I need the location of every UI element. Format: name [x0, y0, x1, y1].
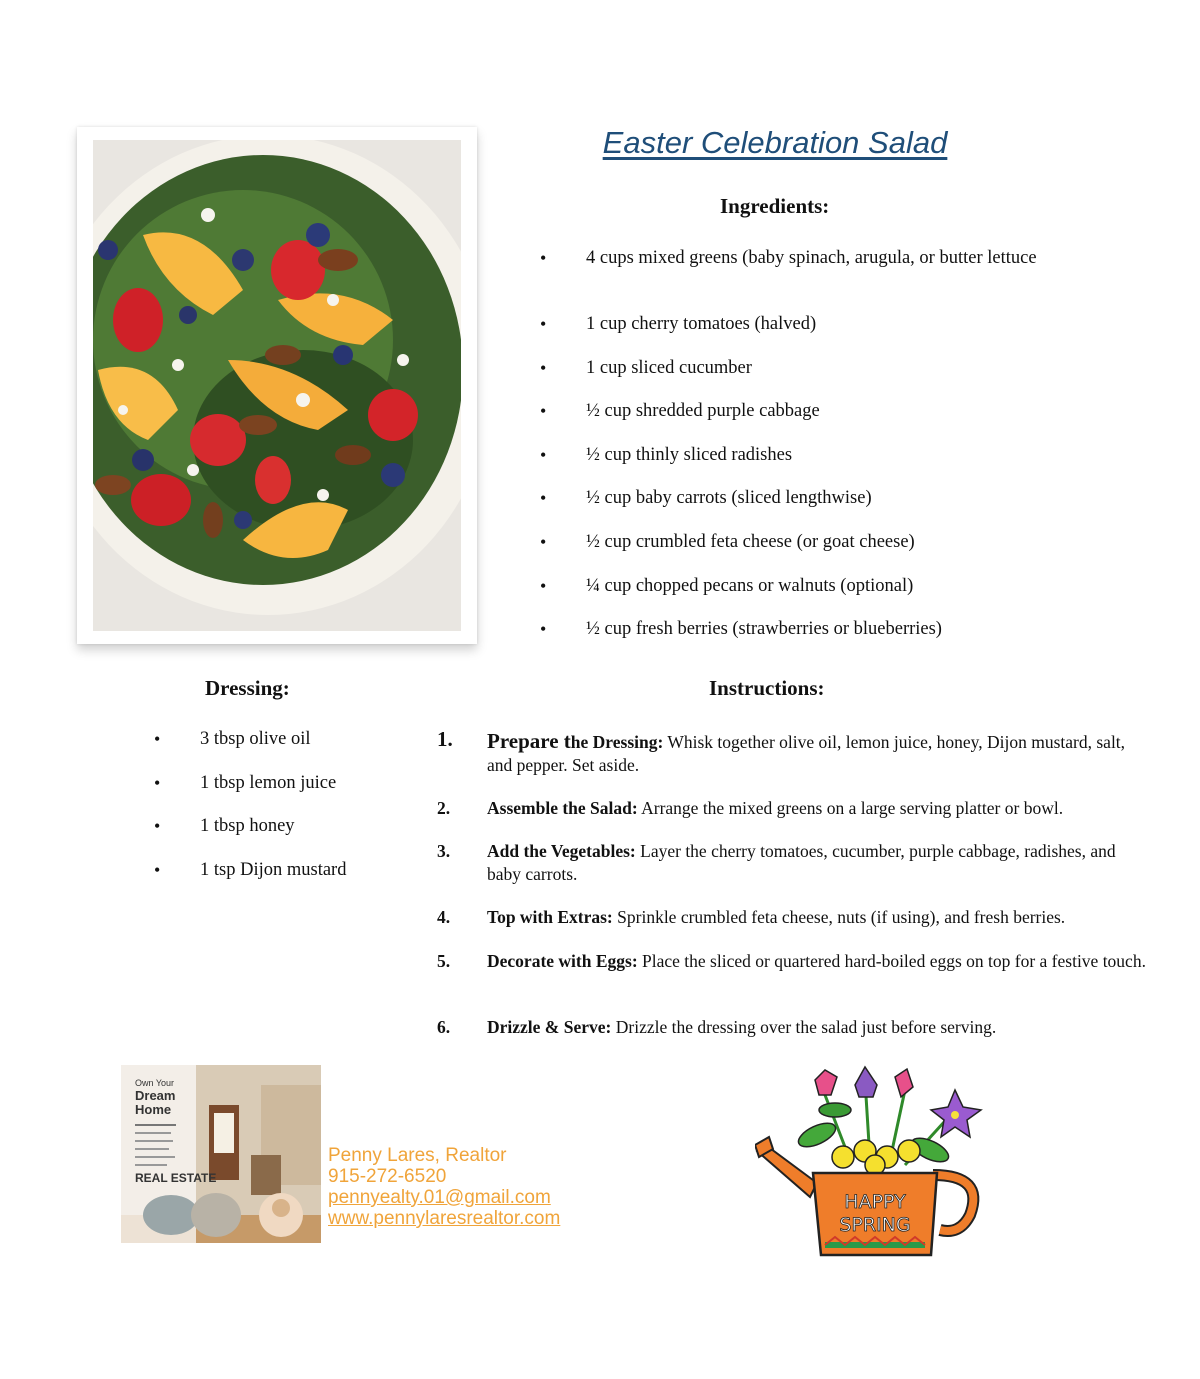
- realtor-website-link[interactable]: www.pennylaresrealtor.com: [328, 1208, 561, 1229]
- realtor-phone: 915-272-6520: [328, 1166, 447, 1187]
- dressing-heading: Dressing:: [205, 676, 290, 700]
- recipe-title: Easter Celebration Salad: [602, 125, 948, 160]
- dressing-item: • 1 tbsp honey: [154, 816, 295, 836]
- realtor-name: Penny Lares, Realtor: [328, 1145, 507, 1166]
- instruction-step: 3. Add the Vegetables: Layer the cherry tomatoes, cucumber, purple cabbage, radishes, and baby carrots.: [437, 841, 1116, 884]
- realtor-contact: [328, 1145, 560, 1229]
- instruction-step: 5. Decorate with Eggs: Place the sliced or quartered hard-boiled eggs on top for a festive touch.: [437, 951, 1146, 971]
- flyer-line1: Own Your: [135, 1078, 175, 1088]
- spring-text: SPRING: [839, 1214, 911, 1236]
- ingredient-item: • ½ cup crumbled feta cheese (or goat cheese): [540, 532, 915, 552]
- instruction-step: 6. Drizzle & Serve: Drizzle the dressing over the salad just before serving.: [437, 1017, 997, 1037]
- instruction-step: 1. Prepare the Dressing: Whisk together olive oil, lemon juice, honey, Dijon mustard, salt, and pepper. Set aside.: [437, 727, 1126, 775]
- realtor-card-image: [121, 1065, 321, 1243]
- dressing-item: • 1 tbsp lemon juice: [154, 773, 337, 793]
- flyer-brand: REAL ESTATE: [135, 1171, 217, 1185]
- happy-text: HAPPY: [844, 1191, 906, 1213]
- real-estate-flyer: [121, 1065, 321, 1243]
- happy-spring-illustration: [755, 1065, 990, 1270]
- ingredient-item: • ½ cup shredded purple cabbage: [540, 401, 820, 421]
- ingredient-item: • ½ cup fresh berries (strawberries or blueberries): [540, 619, 942, 639]
- ingredient-item: • ½ cup thinly sliced radishes: [540, 445, 793, 465]
- watering-can-icon: [755, 1065, 990, 1265]
- ingredient-item: • 4 cups mixed greens (baby spinach, arugula, or butter lettuce: [540, 248, 1037, 268]
- ingredient-item: • ½ cup baby carrots (sliced lengthwise): [540, 488, 872, 508]
- instruction-step: 4. Top with Extras: Sprinkle crumbled feta cheese, nuts (if using), and fresh berries.: [437, 907, 1066, 927]
- flyer-line2: Dream: [135, 1088, 176, 1103]
- ingredient-item: • 1 cup sliced cucumber: [540, 358, 752, 378]
- salad-photo-frame: [77, 127, 477, 644]
- instruction-step: 2. Assemble the Salad: Arrange the mixed greens on a large serving platter or bowl.: [437, 798, 1064, 818]
- ingredient-item: • 1 cup cherry tomatoes (halved): [540, 314, 817, 334]
- flyer-line3: Home: [135, 1102, 172, 1117]
- salad-photo: [93, 140, 461, 631]
- realtor-email-link[interactable]: pennyealty.01@gmail.com: [328, 1187, 551, 1208]
- ingredient-item: • ¼ cup chopped pecans or walnuts (optional): [540, 576, 914, 596]
- ingredients-heading: Ingredients:: [720, 194, 830, 218]
- dressing-item: • 3 tbsp olive oil: [154, 729, 311, 749]
- dressing-item: • 1 tsp Dijon mustard: [154, 860, 347, 880]
- instructions-heading: Instructions:: [709, 676, 825, 700]
